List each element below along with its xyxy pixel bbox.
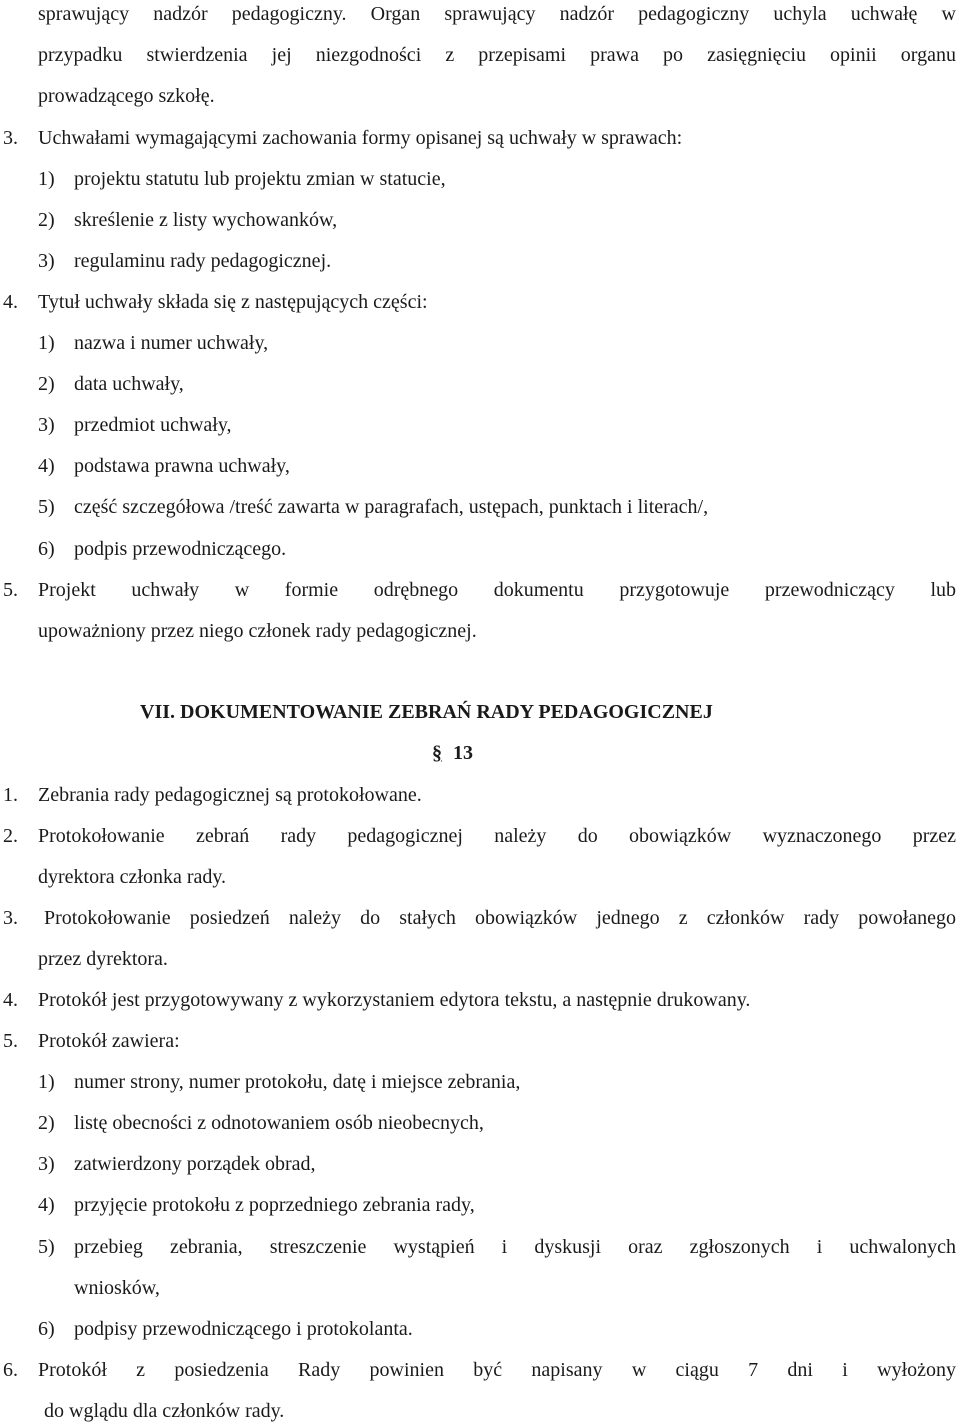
p4-item-5-text: część szczegółowa /treść zawarta w paragrafach, ustępach, punktach i literach/, bbox=[74, 496, 709, 518]
p4-item-1-text: nazwa i numer uchwały, bbox=[74, 332, 269, 354]
p4-item-4-number: 4) bbox=[38, 455, 55, 477]
p3-item-3-number: 3) bbox=[38, 250, 55, 272]
s5-item-2-text: listę obecności z odnotowaniem osób nieobecnych, bbox=[74, 1112, 484, 1134]
p3-item-3-text: regulaminu rady pedagogicznej. bbox=[74, 250, 332, 272]
s5-item-4-text: przyjęcie protokołu z poprzedniego zebrania rady, bbox=[74, 1194, 475, 1216]
p4-item-3-text: przedmiot uchwały, bbox=[74, 414, 232, 436]
s5-text: Protokół zawiera: bbox=[38, 1030, 180, 1052]
s5-item-5-number: 5) bbox=[38, 1236, 55, 1258]
p4-item-5-number: 5) bbox=[38, 496, 55, 518]
s2-number: 2. bbox=[3, 825, 18, 847]
p3-item-1-text: projektu statutu lub projektu zmian w statucie, bbox=[74, 168, 446, 190]
p4-item-2-text: data uchwały, bbox=[74, 373, 184, 395]
p3-item-2-number: 2) bbox=[38, 209, 55, 231]
s3-line-1: Protokołowanie posiedzeń należy do stałych obowiązków jednego z członków rady powołanego bbox=[44, 907, 956, 929]
s4-number: 4. bbox=[3, 989, 18, 1011]
s2-line-2: dyrektora członka rady. bbox=[38, 866, 227, 888]
p3-text: Uchwałami wymagającymi zachowania formy opisanej są uchwały w sprawach: bbox=[38, 127, 683, 149]
p5-number: 5. bbox=[3, 579, 18, 601]
s5-number: 5. bbox=[3, 1030, 18, 1052]
p4-item-6-number: 6) bbox=[38, 538, 55, 560]
s6-line-2: do wglądu dla członków rady. bbox=[44, 1400, 285, 1422]
section-paragraph-number bbox=[432, 741, 473, 765]
s5-item-5-continuation: wniosków, bbox=[74, 1277, 160, 1299]
p3-number: 3. bbox=[3, 127, 18, 149]
s3-number: 3. bbox=[3, 907, 18, 929]
s1-text: Zebrania rady pedagogicznej są protokołowane. bbox=[38, 784, 422, 806]
p4-number: 4. bbox=[3, 291, 18, 313]
s2-line-1: Protokołowanie zebrań rady pedagogicznej należy do obowiązków wyznaczonego przez bbox=[38, 825, 956, 847]
s3-line-2: przez dyrektora. bbox=[38, 948, 168, 970]
s5-item-4-number: 4) bbox=[38, 1194, 55, 1216]
p3-item-2-text: skreślenie z listy wychowanków, bbox=[74, 209, 338, 231]
paragraph-number: 13 bbox=[453, 742, 473, 764]
p5-line-1: Projekt uchwały w formie odrębnego dokumentu przygotowuje przewodniczący lub bbox=[38, 579, 956, 601]
s5-item-5-text: przebieg zebrania, streszczenie wystąpień i dyskusji oraz zgłoszonych i uchwalonych bbox=[74, 1236, 956, 1258]
s6-line-1: Protokół z posiedzenia Rady powinien być napisany w ciągu 7 dni i wyłożony bbox=[38, 1359, 956, 1381]
p5-line-2: upoważniony przez niego członek rady pedagogicznej. bbox=[38, 620, 477, 642]
s5-item-1-number: 1) bbox=[38, 1071, 55, 1093]
intro-line-2: przypadku stwierdzenia jej niezgodności z przepisami prawa po zasięgnięciu opinii organu bbox=[38, 44, 956, 66]
s4-text: Protokół jest przygotowywany z wykorzystaniem edytora tekstu, a następnie drukowany. bbox=[38, 989, 751, 1011]
p4-item-1-number: 1) bbox=[38, 332, 55, 354]
intro-line-3: prowadzącego szkołę. bbox=[38, 85, 215, 107]
s5-item-1-text: numer strony, numer protokołu, datę i miejsce zebrania, bbox=[74, 1071, 521, 1093]
intro-line-1: sprawujący nadzór pedagogiczny. Organ sprawujący nadzór pedagogiczny uchyla uchwałę w bbox=[38, 3, 956, 25]
s5-item-6-number: 6) bbox=[38, 1318, 55, 1340]
s5-item-3-text: zatwierdzony porządek obrad, bbox=[74, 1153, 316, 1175]
p4-item-6-text: podpis przewodniczącego. bbox=[74, 538, 287, 560]
s5-item-3-number: 3) bbox=[38, 1153, 55, 1175]
p4-item-2-number: 2) bbox=[38, 373, 55, 395]
s1-number: 1. bbox=[3, 784, 18, 806]
p4-item-3-number: 3) bbox=[38, 414, 55, 436]
s5-item-2-number: 2) bbox=[38, 1112, 55, 1134]
p3-item-1-number: 1) bbox=[38, 168, 55, 190]
p4-item-4-text: podstawa prawna uchwały, bbox=[74, 455, 290, 477]
section-title: VII. DOKUMENTOWANIE ZEBRAŃ RADY PEDAGOGICZNEJ bbox=[140, 701, 713, 723]
s5-item-6-text: podpisy przewodniczącego i protokolanta. bbox=[74, 1318, 413, 1340]
paragraph-sign-icon: § bbox=[432, 742, 442, 764]
p4-text: Tytuł uchwały składa się z następujących części: bbox=[38, 291, 428, 313]
s6-number: 6. bbox=[3, 1359, 18, 1381]
